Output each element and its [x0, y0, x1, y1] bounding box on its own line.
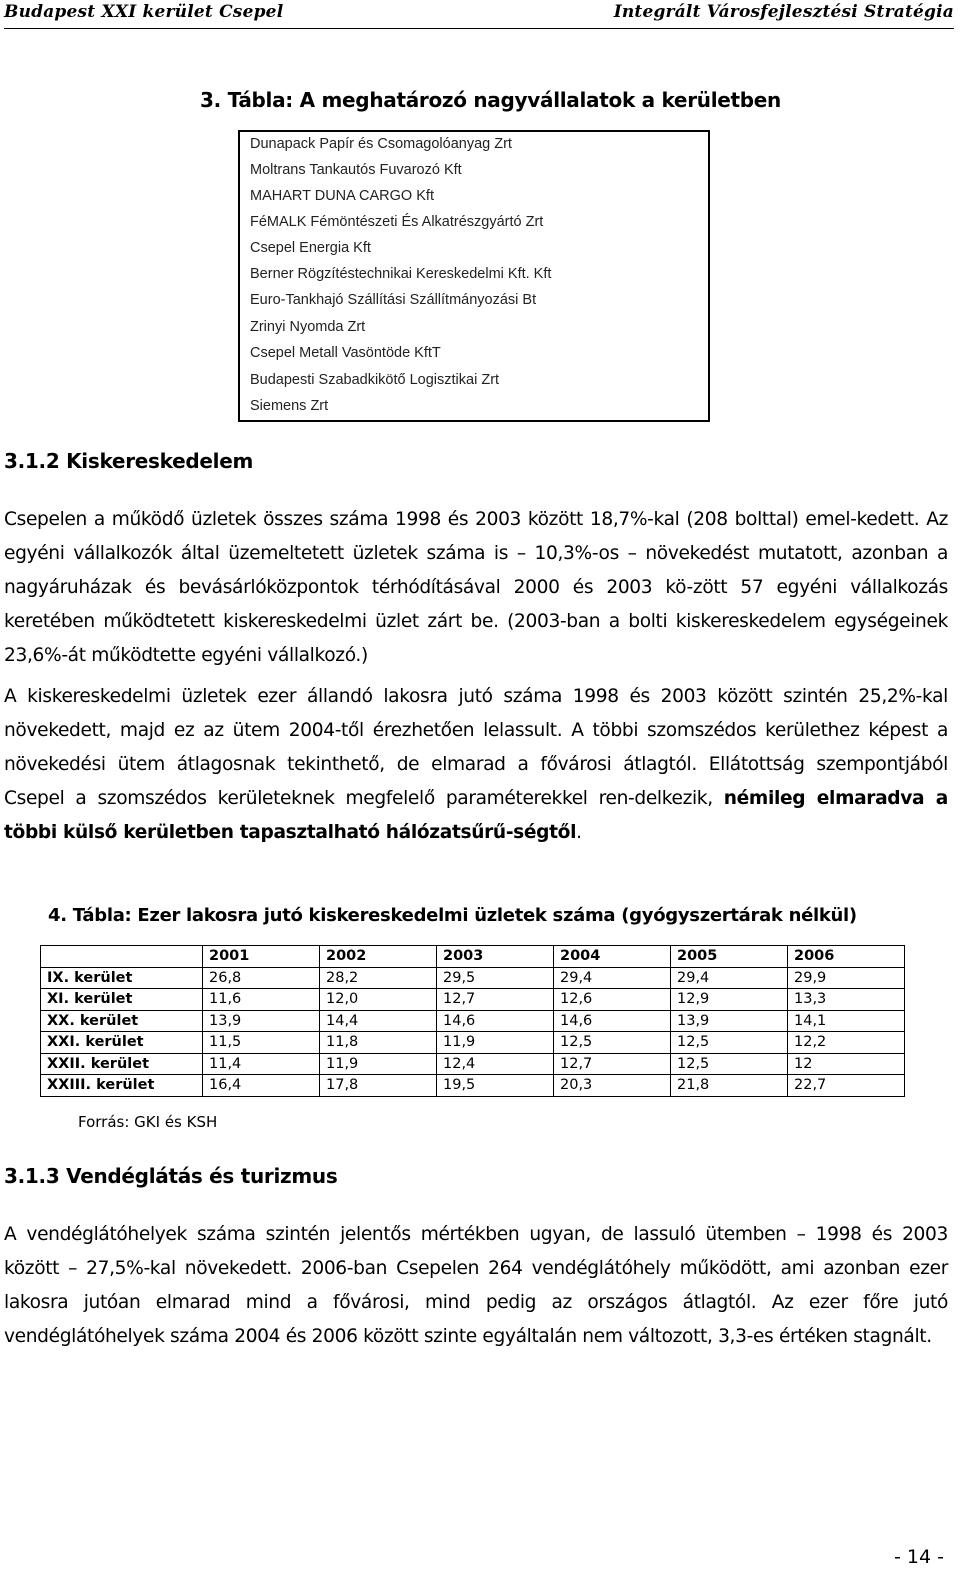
table-cell: 26,8	[203, 967, 320, 989]
table-column-header: 2004	[554, 946, 671, 968]
row-label-suffix: kerület	[74, 1012, 139, 1029]
table-cell: 28,2	[320, 967, 437, 989]
table-cell: 12,9	[671, 989, 788, 1011]
paragraph-vendeglatas: A vendéglátóhelyek száma szintén jelentős mértékben ugyan, de lassuló ütemben – 1998 és 2003 között – 27,5%-kal növekedett. 2006-ban Csepelen 264 vendéglátóhely működött, ami azonban ezer lakosra jutóan elmarad mind a fővárosi, mind pedig az országos átlagtól. Az ezer főre jutó vendéglátóhelyek száma 2004 és 2006 között szinte egyáltalán nem változott, 3,3-es értéken stagnált.	[4, 1224, 948, 1347]
table-cell: 13,9	[671, 1010, 788, 1032]
table-row	[41, 1010, 905, 1032]
section-heading-vendeglatas: 3.1.3 Vendéglátás és turizmus	[4, 1164, 338, 1188]
retail-density-table	[40, 945, 905, 1097]
row-label	[41, 1032, 203, 1054]
table-cell: 29,5	[437, 967, 554, 989]
row-label	[41, 967, 203, 989]
table-cell: 12,5	[671, 1032, 788, 1054]
table-cell: 12,2	[788, 1032, 905, 1054]
header-left-title: Budapest XXI kerület Csepel	[4, 2, 284, 22]
section-heading-kiskereskedelem: 3.1.2 Kiskereskedelem	[4, 449, 253, 473]
paragraph-kiskereskedelem-2	[4, 680, 948, 850]
paragraph-kiskereskedelem-1: Csepelen a működő üzletek összes száma 1998 és 2003 között 18,7%-kal (208 bolttal) emel-kedett. Az egyéni vállalkozók által üzemeltetett üzletek száma is – 10,3%-os – növekedést mutatott, azonban a nagyáruházak és bevásárlóközpontok térhódításával 2000 és 2003 kö-zött 57 egyéni vállalkozás keretében működtetett kiskereskedelmi üzlet zárt be. (2003-ban a bolti kiskereskedelem egységeinek 23,6%-át működtette egyéni vállalkozó.)	[4, 509, 948, 666]
table-cell: 11,9	[320, 1053, 437, 1075]
table3-title: 3. Tábla: A meghatározó nagyvállalatok a kerületben	[200, 88, 781, 112]
table-cell: 13,3	[788, 989, 905, 1011]
table-row	[41, 1053, 905, 1075]
table-cell: 12,7	[554, 1053, 671, 1075]
row-label-number: XXII.	[47, 1055, 86, 1072]
row-label	[41, 1075, 203, 1097]
page-number: - 14 -	[894, 1546, 944, 1568]
company-item: Euro-Tankhajó Szállítási Szállítmányozási Bt	[250, 292, 537, 308]
table-cell: 12,5	[671, 1053, 788, 1075]
table-row	[41, 967, 905, 989]
table-cell: 12,7	[437, 989, 554, 1011]
row-label-number: XI.	[47, 991, 70, 1008]
table-cell: 12,5	[554, 1032, 671, 1054]
row-label-number: XXIII.	[47, 1077, 92, 1094]
row-label-suffix: kerület	[69, 991, 133, 1008]
table-row	[41, 1032, 905, 1054]
table4-title	[48, 905, 857, 926]
table-column-header: 2001	[203, 946, 320, 968]
table-cell: 14,4	[320, 1010, 437, 1032]
table-cell: 12	[788, 1053, 905, 1075]
row-label-suffix: kerület	[80, 1034, 144, 1051]
table-column-header: 2005	[671, 946, 788, 968]
table-header-row	[41, 946, 905, 968]
table-cell: 22,7	[788, 1075, 905, 1097]
company-item: Moltrans Tankautós Fuvarozó Kft	[250, 162, 462, 178]
company-item: FéMALK Fémöntészeti És Alkatrészgyártó Zrt	[250, 214, 544, 230]
company-item: Berner Rögzítéstechnikai Kereskedelmi Kft. Kft	[250, 266, 552, 282]
row-label	[41, 989, 203, 1011]
table-header-empty	[41, 946, 203, 968]
table-column-header: 2003	[437, 946, 554, 968]
table-cell: 11,8	[320, 1032, 437, 1054]
row-label	[41, 1053, 203, 1075]
table-cell: 11,9	[437, 1032, 554, 1054]
row-label-number: IX.	[47, 969, 70, 986]
paragraph-text: A kiskereskedelmi üzletek ezer állandó lakosra jutó száma 1998 és 2003 között szintén 25,2%-kal növekedett, majd ez az ütem 2004-től érezhetően lelassult. A többi szomszédos kerülethez képest a növekedési ütem átlagosnak tekinthető, de elmarad a fővárosi átlagtól. Ellátottság szempontjából Csepel a szomszédos kerületeknek megfelelő paraméterekkel ren-delkezik,	[4, 686, 948, 809]
table4-title-prefix: 4. Tábla:	[48, 905, 138, 926]
row-label-number: XX.	[47, 1012, 75, 1029]
company-list-box	[238, 130, 710, 422]
page-header	[4, 0, 954, 29]
paragraph-end: .	[576, 822, 582, 843]
table-cell: 20,3	[554, 1075, 671, 1097]
table-cell: 11,6	[203, 989, 320, 1011]
header-right-title: Integrált Városfejlesztési Stratégia	[613, 2, 954, 22]
table-row	[41, 989, 905, 1011]
table-cell: 29,4	[671, 967, 788, 989]
table-cell: 12,0	[320, 989, 437, 1011]
table-row	[41, 1075, 905, 1097]
table-cell: 11,4	[203, 1053, 320, 1075]
row-label-number: XXI.	[47, 1034, 81, 1051]
table4-title-text: Ezer lakosra jutó kiskereskedelmi üzletek száma (gyógyszertárak nélkül)	[137, 905, 857, 926]
table-cell: 29,4	[554, 967, 671, 989]
table-cell: 19,5	[437, 1075, 554, 1097]
table-cell: 16,4	[203, 1075, 320, 1097]
table-cell: 14,1	[788, 1010, 905, 1032]
row-label-suffix: kerület	[85, 1055, 150, 1072]
table-cell: 14,6	[437, 1010, 554, 1032]
company-item: Csepel Energia Kft	[250, 240, 371, 256]
table-cell: 12,4	[437, 1053, 554, 1075]
row-label-suffix: kerület	[69, 969, 133, 986]
company-item: Siemens Zrt	[250, 398, 329, 414]
company-item: Dunapack Papír és Csomagolóanyag Zrt	[250, 136, 512, 152]
table-column-header: 2002	[320, 946, 437, 968]
table-cell: 12,6	[554, 989, 671, 1011]
table-cell: 17,8	[320, 1075, 437, 1097]
table-cell: 21,8	[671, 1075, 788, 1097]
table-cell: 13,9	[203, 1010, 320, 1032]
table-column-header: 2006	[788, 946, 905, 968]
table-source-note: Forrás: GKI és KSH	[78, 1113, 218, 1131]
table-cell: 14,6	[554, 1010, 671, 1032]
row-label-suffix: kerület	[91, 1077, 155, 1094]
company-item: MAHART DUNA CARGO Kft	[250, 188, 434, 204]
table-cell: 11,5	[203, 1032, 320, 1054]
paragraph-bold-text: némileg elmaradva a többi külső kerületben tapasztalható hálózatsűrű-ségtől	[4, 788, 948, 843]
company-item: Zrinyi Nyomda Zrt	[250, 319, 366, 335]
table-cell: 29,9	[788, 967, 905, 989]
row-label	[41, 1010, 203, 1032]
company-item: Budapesti Szabadkikötő Logisztikai Zrt	[250, 372, 500, 388]
company-item: Csepel Metall Vasöntöde KftT	[250, 345, 441, 361]
